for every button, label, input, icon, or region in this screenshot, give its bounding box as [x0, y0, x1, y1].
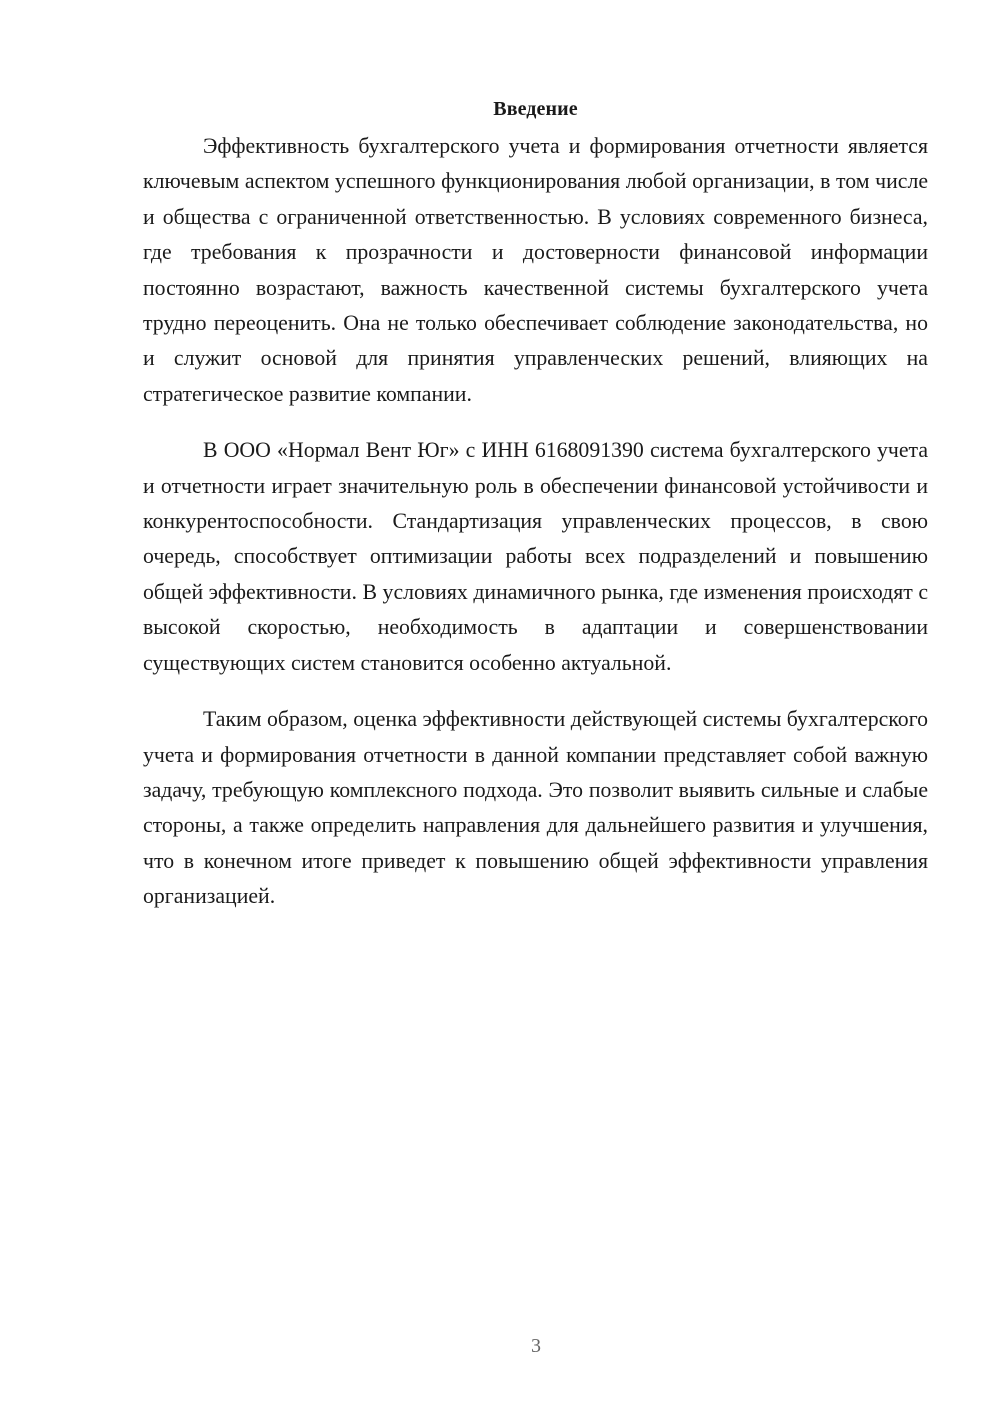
- page-number: 3: [531, 1335, 541, 1357]
- paragraph-1: Эффективность бухгалтерского учета и формирования отчетности является ключевым аспектом успешного функционирования любой организации, в том числе и общества с ограниченной ответственностью. В условиях современного бизнеса, где требования к прозрачности и достоверности финансовой информации постоянно возрастают, важность качественной системы бухгалтерского учета трудно переоценить. Она не только обеспечивает соблюдение законодательства, но и служит основой для принятия управленческих решений, влияющих на стратегическое развитие компании.: [143, 134, 928, 406]
- paragraph-3: Таким образом, оценка эффективности действующей системы бухгалтерского учета и формирования отчетности в данной компании представляет собой важную задачу, требующую комплексного подхода. Это позволит выявить сильные и слабые стороны, а также определить направления для дальнейшего развития и улучшения, что в конечном итоге приведет к повышению общей эффективности управления организацией.: [143, 707, 928, 909]
- paragraph-2: В ООО «Нормал Вент Юг» с ИНН 6168091390 система бухгалтерского учета и отчетности играет значительную роль в обеспечении финансовой устойчивости и конкурентоспособности. Стандартизация управленческих процессов, в свою очередь, способствует оптимизации работы всех подразделений и повышению общей эффективности. В условиях динамичного рынка, где изменения происходят с высокой скоростью, необходимость в адаптации и совершенствовании существующих систем становится особенно актуальной.: [143, 438, 928, 675]
- page-content: [143, 92, 928, 936]
- section-title: Введение: [493, 98, 578, 120]
